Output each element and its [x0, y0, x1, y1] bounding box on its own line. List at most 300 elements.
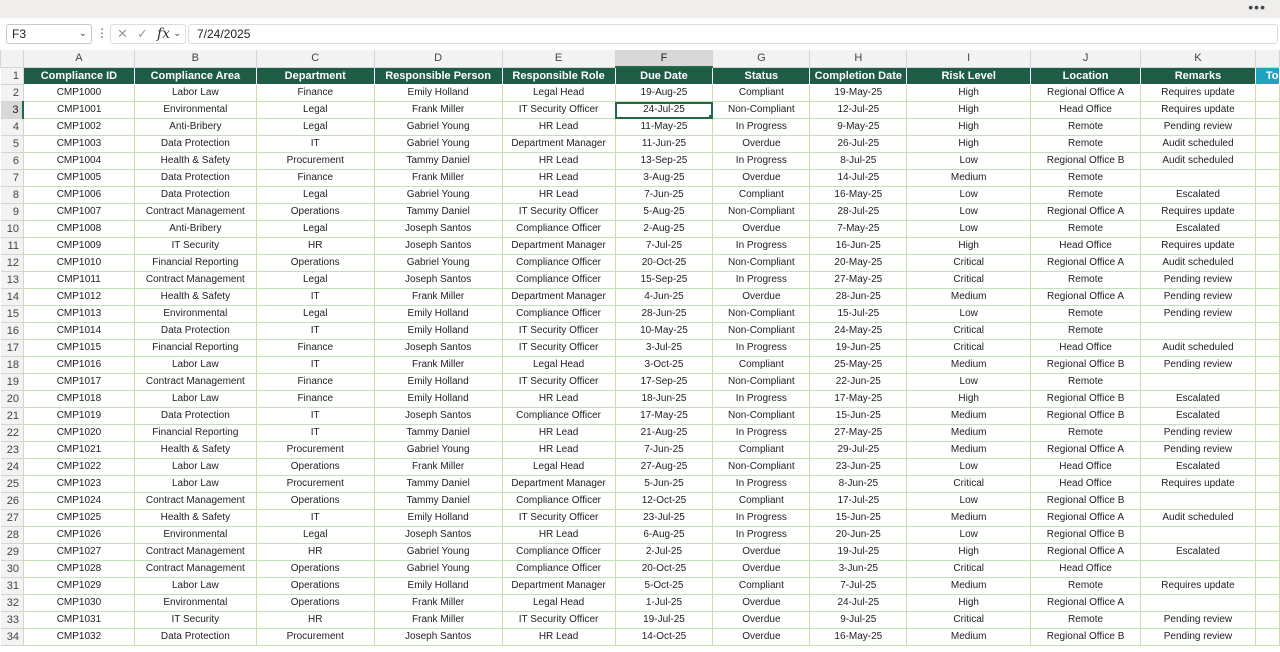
table-cell[interactable]: CMP1027 — [23, 544, 134, 561]
table-cell[interactable]: 2-Jul-25 — [615, 544, 713, 561]
table-cell[interactable]: CMP1007 — [23, 204, 134, 221]
table-cell[interactable]: 20-Oct-25 — [615, 561, 713, 578]
table-cell[interactable]: CMP1006 — [23, 187, 134, 204]
table-cell[interactable]: 9-Jul-25 — [810, 612, 907, 629]
table-cell[interactable]: Labor Law — [134, 578, 256, 595]
table-cell[interactable]: High — [907, 544, 1031, 561]
table-cell[interactable]: Pending review — [1141, 612, 1256, 629]
table-cell[interactable]: In Progress — [713, 391, 810, 408]
row-header[interactable]: 5 — [1, 136, 24, 153]
table-cell[interactable]: In Progress — [713, 476, 810, 493]
table-cell[interactable]: CMP1012 — [23, 289, 134, 306]
table-cell[interactable]: 15-Jul-25 — [810, 306, 907, 323]
table-cell[interactable] — [1255, 306, 1279, 323]
table-cell[interactable] — [1255, 374, 1279, 391]
table-cell[interactable]: Remote — [1031, 119, 1141, 136]
table-cell[interactable]: Overdue — [713, 170, 810, 187]
table-cell[interactable]: IT — [256, 357, 374, 374]
table-cell[interactable]: Tammy Daniel — [374, 493, 502, 510]
table-cell[interactable]: Low — [907, 221, 1031, 238]
table-cell[interactable]: 15-Jun-25 — [810, 510, 907, 527]
table-cell[interactable]: CMP1021 — [23, 442, 134, 459]
row-header[interactable]: 6 — [1, 153, 24, 170]
table-cell[interactable]: CMP1017 — [23, 374, 134, 391]
table-cell[interactable]: Critical — [907, 612, 1031, 629]
table-cell[interactable]: Compliance Officer — [502, 561, 615, 578]
table-cell[interactable]: Legal Head — [502, 595, 615, 612]
table-cell[interactable]: Joseph Santos — [374, 629, 502, 646]
table-cell[interactable]: IT Security Officer — [502, 204, 615, 221]
table-cell[interactable]: In Progress — [713, 340, 810, 357]
table-cell[interactable]: Joseph Santos — [374, 527, 502, 544]
table-cell[interactable] — [1141, 561, 1256, 578]
table-cell[interactable]: Legal — [256, 272, 374, 289]
table-cell[interactable]: Environmental — [134, 306, 256, 323]
table-cell[interactable]: Joseph Santos — [374, 272, 502, 289]
table-cell[interactable]: Compliance Officer — [502, 272, 615, 289]
table-cell[interactable]: Department Manager — [502, 238, 615, 255]
table-cell[interactable]: 5-Aug-25 — [615, 204, 713, 221]
table-cell[interactable]: Emily Holland — [374, 391, 502, 408]
table-cell[interactable]: HR Lead — [502, 119, 615, 136]
table-cell[interactable]: Requires update — [1141, 204, 1256, 221]
table-cell[interactable]: Non-Compliant — [713, 323, 810, 340]
select-all-corner[interactable] — [1, 50, 24, 67]
table-cell[interactable]: 28-Jun-25 — [810, 289, 907, 306]
row-header[interactable]: 21 — [1, 408, 24, 425]
row-header[interactable]: 20 — [1, 391, 24, 408]
table-cell[interactable]: Gabriel Young — [374, 119, 502, 136]
table-cell[interactable]: Operations — [256, 561, 374, 578]
table-cell[interactable] — [1255, 136, 1279, 153]
table-cell[interactable]: Overdue — [713, 629, 810, 646]
table-cell[interactable] — [1255, 102, 1279, 119]
table-cell[interactable]: 28-Jun-25 — [615, 306, 713, 323]
table-cell[interactable]: Remote — [1031, 221, 1141, 238]
table-cell[interactable]: 27-May-25 — [810, 272, 907, 289]
table-cell[interactable]: High — [907, 119, 1031, 136]
table-cell[interactable]: Low — [907, 459, 1031, 476]
table-cell[interactable]: 25-May-25 — [810, 357, 907, 374]
table-cell[interactable]: High — [907, 238, 1031, 255]
table-cell[interactable]: Legal — [256, 119, 374, 136]
table-cell[interactable]: Gabriel Young — [374, 136, 502, 153]
table-cell[interactable]: CMP1013 — [23, 306, 134, 323]
table-cell[interactable]: Labor Law — [134, 459, 256, 476]
column-header[interactable]: A — [23, 50, 134, 67]
table-cell[interactable]: In Progress — [713, 153, 810, 170]
table-cell[interactable]: 17-May-25 — [615, 408, 713, 425]
row-header[interactable]: 17 — [1, 340, 24, 357]
table-cell[interactable] — [1255, 289, 1279, 306]
table-cell[interactable]: 5-Oct-25 — [615, 578, 713, 595]
table-cell[interactable]: Escalated — [1141, 544, 1256, 561]
row-header[interactable]: 10 — [1, 221, 24, 238]
row-header[interactable]: 11 — [1, 238, 24, 255]
table-cell[interactable]: Tammy Daniel — [374, 425, 502, 442]
table-cell[interactable]: Regional Office B — [1031, 408, 1141, 425]
table-cell[interactable]: Remote — [1031, 323, 1141, 340]
enter-icon[interactable]: ✓ — [137, 26, 148, 41]
table-cell[interactable]: In Progress — [713, 425, 810, 442]
row-header[interactable]: 7 — [1, 170, 24, 187]
table-cell[interactable]: 21-Aug-25 — [615, 425, 713, 442]
table-cell[interactable]: Legal Head — [502, 459, 615, 476]
row-header[interactable]: 2 — [1, 85, 24, 102]
column-header[interactable]: H — [810, 50, 907, 67]
table-cell[interactable] — [1255, 153, 1279, 170]
table-cell[interactable]: Overdue — [713, 612, 810, 629]
row-header[interactable]: 8 — [1, 187, 24, 204]
table-cell[interactable]: Regional Office A — [1031, 544, 1141, 561]
table-cell[interactable]: Head Office — [1031, 476, 1141, 493]
table-cell[interactable]: Remote — [1031, 425, 1141, 442]
table-cell[interactable]: 3-Oct-25 — [615, 357, 713, 374]
table-cell[interactable]: 17-Sep-25 — [615, 374, 713, 391]
table-cell[interactable]: Pending review — [1141, 272, 1256, 289]
row-header[interactable]: 18 — [1, 357, 24, 374]
table-cell[interactable]: IT Security Officer — [502, 612, 615, 629]
column-header[interactable]: I — [907, 50, 1031, 67]
table-cell[interactable]: 7-Jul-25 — [615, 238, 713, 255]
table-cell[interactable]: IT — [256, 510, 374, 527]
table-cell[interactable]: 12-Oct-25 — [615, 493, 713, 510]
table-cell[interactable]: 22-Jun-25 — [810, 374, 907, 391]
table-cell[interactable]: IT — [256, 425, 374, 442]
column-header[interactable]: D — [374, 50, 502, 67]
table-cell[interactable] — [1141, 323, 1256, 340]
table-cell[interactable]: Compliant — [713, 493, 810, 510]
table-cell[interactable] — [1255, 255, 1279, 272]
table-cell[interactable]: Legal — [256, 102, 374, 119]
table-cell[interactable]: CMP1015 — [23, 340, 134, 357]
table-cell[interactable]: HR Lead — [502, 170, 615, 187]
table-cell[interactable]: Joseph Santos — [374, 221, 502, 238]
table-cell[interactable]: IT Security Officer — [502, 374, 615, 391]
table-cell[interactable]: Head Office — [1031, 102, 1141, 119]
table-cell[interactable]: High — [907, 136, 1031, 153]
table-cell[interactable]: Frank Miller — [374, 595, 502, 612]
table-cell[interactable]: Regional Office B — [1031, 493, 1141, 510]
table-cell[interactable] — [1255, 578, 1279, 595]
column-header[interactable]: E — [502, 50, 615, 67]
chevron-down-icon[interactable]: ⌄ — [78, 28, 87, 39]
table-cell[interactable]: Finance — [256, 170, 374, 187]
table-cell[interactable]: 3-Jun-25 — [810, 561, 907, 578]
row-header[interactable]: 14 — [1, 289, 24, 306]
more-horizontal-icon[interactable]: ••• — [1248, 0, 1266, 15]
table-cell[interactable]: HR Lead — [502, 187, 615, 204]
cancel-icon[interactable]: ✕ — [117, 26, 128, 41]
table-cell[interactable]: Operations — [256, 204, 374, 221]
table-cell[interactable]: Critical — [907, 476, 1031, 493]
column-header[interactable]: G — [713, 50, 810, 67]
table-cell[interactable]: Requires update — [1141, 102, 1256, 119]
row-header[interactable]: 32 — [1, 595, 24, 612]
table-cell[interactable]: Financial Reporting — [134, 425, 256, 442]
table-cell[interactable]: 14-Jul-25 — [810, 170, 907, 187]
table-cell[interactable]: 28-Jul-25 — [810, 204, 907, 221]
row-header[interactable]: 13 — [1, 272, 24, 289]
table-cell[interactable]: Pending review — [1141, 442, 1256, 459]
table-cell[interactable]: Overdue — [713, 595, 810, 612]
table-cell[interactable]: Emily Holland — [374, 306, 502, 323]
table-cell[interactable]: Labor Law — [134, 476, 256, 493]
table-cell[interactable]: Medium — [907, 442, 1031, 459]
table-cell[interactable]: Medium — [907, 170, 1031, 187]
table-cell[interactable]: Contract Management — [134, 374, 256, 391]
table-cell[interactable]: Legal — [256, 221, 374, 238]
table-cell[interactable]: CMP1030 — [23, 595, 134, 612]
table-cell[interactable]: Requires update — [1141, 476, 1256, 493]
table-cell[interactable]: Head Office — [1031, 561, 1141, 578]
table-cell[interactable]: Escalated — [1141, 221, 1256, 238]
table-cell[interactable]: Data Protection — [134, 629, 256, 646]
table-cell[interactable]: Frank Miller — [374, 289, 502, 306]
table-cell[interactable]: Low — [907, 493, 1031, 510]
column-title[interactable]: Department — [256, 67, 374, 85]
table-cell[interactable]: Escalated — [1141, 391, 1256, 408]
column-title[interactable]: Risk Level — [907, 67, 1031, 85]
table-cell[interactable] — [1255, 357, 1279, 374]
table-cell[interactable] — [1255, 442, 1279, 459]
table-cell[interactable]: IT Security Officer — [502, 323, 615, 340]
chevron-down-icon[interactable]: ⌄ — [173, 28, 182, 39]
table-cell[interactable]: 6-Aug-25 — [615, 527, 713, 544]
table-cell[interactable]: Legal — [256, 527, 374, 544]
table-cell[interactable]: IT Security Officer — [502, 510, 615, 527]
table-cell[interactable]: 11-May-25 — [615, 119, 713, 136]
table-cell[interactable]: Gabriel Young — [374, 255, 502, 272]
table-cell[interactable]: CMP1000 — [23, 85, 134, 102]
table-cell[interactable]: Operations — [256, 493, 374, 510]
table-cell[interactable]: 3-Jul-25 — [615, 340, 713, 357]
table-cell[interactable]: Compliance Officer — [502, 255, 615, 272]
table-cell[interactable]: Overdue — [713, 221, 810, 238]
selected-cell[interactable]: 24-Jul-25 — [615, 102, 713, 119]
table-cell[interactable]: 16-May-25 — [810, 629, 907, 646]
table-cell[interactable]: Overdue — [713, 561, 810, 578]
table-cell[interactable]: Environmental — [134, 527, 256, 544]
table-cell[interactable]: Frank Miller — [374, 612, 502, 629]
table-cell[interactable]: Finance — [256, 391, 374, 408]
table-cell[interactable] — [1255, 612, 1279, 629]
row-header[interactable]: 16 — [1, 323, 24, 340]
table-cell[interactable]: Emily Holland — [374, 374, 502, 391]
table-cell[interactable]: Data Protection — [134, 170, 256, 187]
table-cell[interactable]: Environmental — [134, 595, 256, 612]
table-cell[interactable]: Escalated — [1141, 187, 1256, 204]
table-cell[interactable] — [1255, 476, 1279, 493]
table-cell[interactable]: Emily Holland — [374, 85, 502, 102]
table-cell[interactable]: Requires update — [1141, 85, 1256, 102]
table-cell[interactable]: Medium — [907, 425, 1031, 442]
table-cell[interactable]: Joseph Santos — [374, 238, 502, 255]
table-cell[interactable]: Pending review — [1141, 306, 1256, 323]
table-cell[interactable]: CMP1011 — [23, 272, 134, 289]
table-cell[interactable]: Pending review — [1141, 425, 1256, 442]
table-cell[interactable]: 20-May-25 — [810, 255, 907, 272]
table-cell[interactable]: Audit scheduled — [1141, 136, 1256, 153]
table-cell[interactable]: HR Lead — [502, 442, 615, 459]
table-cell[interactable]: 7-Jun-25 — [615, 442, 713, 459]
table-cell[interactable]: CMP1025 — [23, 510, 134, 527]
table-cell[interactable]: CMP1019 — [23, 408, 134, 425]
table-cell[interactable]: 19-Aug-25 — [615, 85, 713, 102]
table-cell[interactable]: HR — [256, 238, 374, 255]
table-cell[interactable] — [1141, 527, 1256, 544]
table-cell[interactable]: Joseph Santos — [374, 408, 502, 425]
table-cell[interactable]: 10-May-25 — [615, 323, 713, 340]
table-cell[interactable]: 27-Aug-25 — [615, 459, 713, 476]
table-cell[interactable]: HR — [256, 612, 374, 629]
table-cell[interactable]: Gabriel Young — [374, 561, 502, 578]
table-cell[interactable]: CMP1001 — [23, 102, 134, 119]
table-cell[interactable]: Department Manager — [502, 476, 615, 493]
table-cell[interactable]: Non-Compliant — [713, 255, 810, 272]
table-cell[interactable]: Non-Compliant — [713, 102, 810, 119]
table-cell[interactable]: 26-Jul-25 — [810, 136, 907, 153]
table-cell[interactable] — [1255, 238, 1279, 255]
table-cell[interactable]: HR Lead — [502, 153, 615, 170]
table-cell[interactable]: 19-Jul-25 — [615, 612, 713, 629]
row-header[interactable]: 34 — [1, 629, 24, 646]
column-header[interactable]: J — [1031, 50, 1141, 67]
table-cell[interactable]: Legal — [256, 187, 374, 204]
table-cell[interactable]: Department Manager — [502, 578, 615, 595]
row-header[interactable]: 23 — [1, 442, 24, 459]
table-cell[interactable]: Data Protection — [134, 323, 256, 340]
table-cell[interactable]: Labor Law — [134, 357, 256, 374]
table-cell[interactable]: HR Lead — [502, 629, 615, 646]
table-cell[interactable]: HR Lead — [502, 391, 615, 408]
table-cell[interactable]: Compliant — [713, 187, 810, 204]
table-cell[interactable]: 17-Jul-25 — [810, 493, 907, 510]
table-cell[interactable]: Finance — [256, 374, 374, 391]
table-cell[interactable]: In Progress — [713, 238, 810, 255]
vertical-dots-icon[interactable]: ⋮ — [96, 26, 108, 40]
table-cell[interactable]: IT Security Officer — [502, 340, 615, 357]
formula-input[interactable]: 7/24/2025 — [188, 24, 1278, 44]
column-title[interactable]: Location — [1031, 67, 1141, 85]
table-cell[interactable]: Low — [907, 153, 1031, 170]
table-cell[interactable]: CMP1009 — [23, 238, 134, 255]
table-cell[interactable] — [1255, 204, 1279, 221]
table-cell[interactable] — [1255, 170, 1279, 187]
table-cell[interactable]: Compliance Officer — [502, 544, 615, 561]
table-cell[interactable]: Audit scheduled — [1141, 255, 1256, 272]
insert-function-icon[interactable]: fx — [157, 26, 171, 42]
table-cell[interactable] — [1255, 408, 1279, 425]
table-cell[interactable]: Regional Office A — [1031, 442, 1141, 459]
column-header[interactable]: K — [1141, 50, 1256, 67]
table-cell[interactable]: 17-May-25 — [810, 391, 907, 408]
table-cell[interactable]: CMP1018 — [23, 391, 134, 408]
table-cell[interactable]: In Progress — [713, 119, 810, 136]
table-cell[interactable]: 19-Jul-25 — [810, 544, 907, 561]
table-cell[interactable]: Regional Office B — [1031, 629, 1141, 646]
table-cell[interactable]: CMP1010 — [23, 255, 134, 272]
row-header[interactable]: 3 — [1, 102, 24, 119]
table-cell[interactable]: Requires update — [1141, 238, 1256, 255]
table-cell[interactable] — [1255, 527, 1279, 544]
table-cell[interactable]: Compliant — [713, 578, 810, 595]
table-cell[interactable]: Head Office — [1031, 340, 1141, 357]
column-title[interactable]: Status — [713, 67, 810, 85]
table-cell[interactable]: Regional Office A — [1031, 255, 1141, 272]
table-cell[interactable]: Remote — [1031, 170, 1141, 187]
table-cell[interactable]: Procurement — [256, 153, 374, 170]
table-cell[interactable]: Regional Office A — [1031, 289, 1141, 306]
row-header[interactable]: 25 — [1, 476, 24, 493]
table-cell[interactable] — [1255, 595, 1279, 612]
table-cell[interactable]: Health & Safety — [134, 289, 256, 306]
table-cell[interactable]: Contract Management — [134, 544, 256, 561]
table-cell[interactable]: Regional Office A — [1031, 85, 1141, 102]
table-cell[interactable]: Frank Miller — [374, 102, 502, 119]
table-cell[interactable]: CMP1029 — [23, 578, 134, 595]
table-cell[interactable]: Data Protection — [134, 187, 256, 204]
table-cell[interactable]: Critical — [907, 272, 1031, 289]
table-cell[interactable]: CMP1016 — [23, 357, 134, 374]
table-cell[interactable]: High — [907, 595, 1031, 612]
table-cell[interactable]: Frank Miller — [374, 170, 502, 187]
table-cell[interactable]: High — [907, 391, 1031, 408]
table-cell[interactable]: Emily Holland — [374, 578, 502, 595]
column-title[interactable]: Completion Date — [810, 67, 907, 85]
table-cell[interactable]: 29-Jul-25 — [810, 442, 907, 459]
table-cell[interactable]: Remote — [1031, 187, 1141, 204]
table-cell[interactable]: 14-Oct-25 — [615, 629, 713, 646]
row-header[interactable]: 15 — [1, 306, 24, 323]
table-cell[interactable]: Medium — [907, 578, 1031, 595]
column-header[interactable]: B — [134, 50, 256, 67]
table-cell[interactable]: CMP1003 — [23, 136, 134, 153]
table-cell[interactable]: Pending review — [1141, 119, 1256, 136]
table-cell[interactable]: Head Office — [1031, 238, 1141, 255]
table-cell[interactable]: Anti-Bribery — [134, 221, 256, 238]
table-cell[interactable]: CMP1008 — [23, 221, 134, 238]
row-header[interactable]: 24 — [1, 459, 24, 476]
table-cell[interactable]: Regional Office B — [1031, 153, 1141, 170]
table-cell[interactable] — [1255, 340, 1279, 357]
table-cell[interactable]: Pending review — [1141, 629, 1256, 646]
table-cell[interactable]: Critical — [907, 561, 1031, 578]
table-cell[interactable]: HR Lead — [502, 425, 615, 442]
table-cell[interactable]: IT Security — [134, 238, 256, 255]
table-cell[interactable]: Health & Safety — [134, 442, 256, 459]
table-cell[interactable]: Non-Compliant — [713, 459, 810, 476]
table-cell[interactable] — [1255, 629, 1279, 646]
table-cell[interactable]: Compliant — [713, 442, 810, 459]
table-cell[interactable]: 2-Aug-25 — [615, 221, 713, 238]
table-cell[interactable]: Non-Compliant — [713, 408, 810, 425]
row-header[interactable]: 12 — [1, 255, 24, 272]
table-cell[interactable]: CMP1031 — [23, 612, 134, 629]
column-header[interactable]: C — [256, 50, 374, 67]
table-cell[interactable]: Department Manager — [502, 136, 615, 153]
table-cell[interactable] — [1255, 391, 1279, 408]
table-cell[interactable]: 19-May-25 — [810, 85, 907, 102]
table-cell[interactable]: Finance — [256, 340, 374, 357]
row-header[interactable]: 29 — [1, 544, 24, 561]
table-cell[interactable] — [1255, 510, 1279, 527]
table-cell[interactable]: Financial Reporting — [134, 340, 256, 357]
table-cell[interactable]: CMP1002 — [23, 119, 134, 136]
table-cell[interactable]: Non-Compliant — [713, 374, 810, 391]
table-cell[interactable]: 7-Jul-25 — [810, 578, 907, 595]
row-header[interactable]: 1 — [1, 67, 24, 85]
